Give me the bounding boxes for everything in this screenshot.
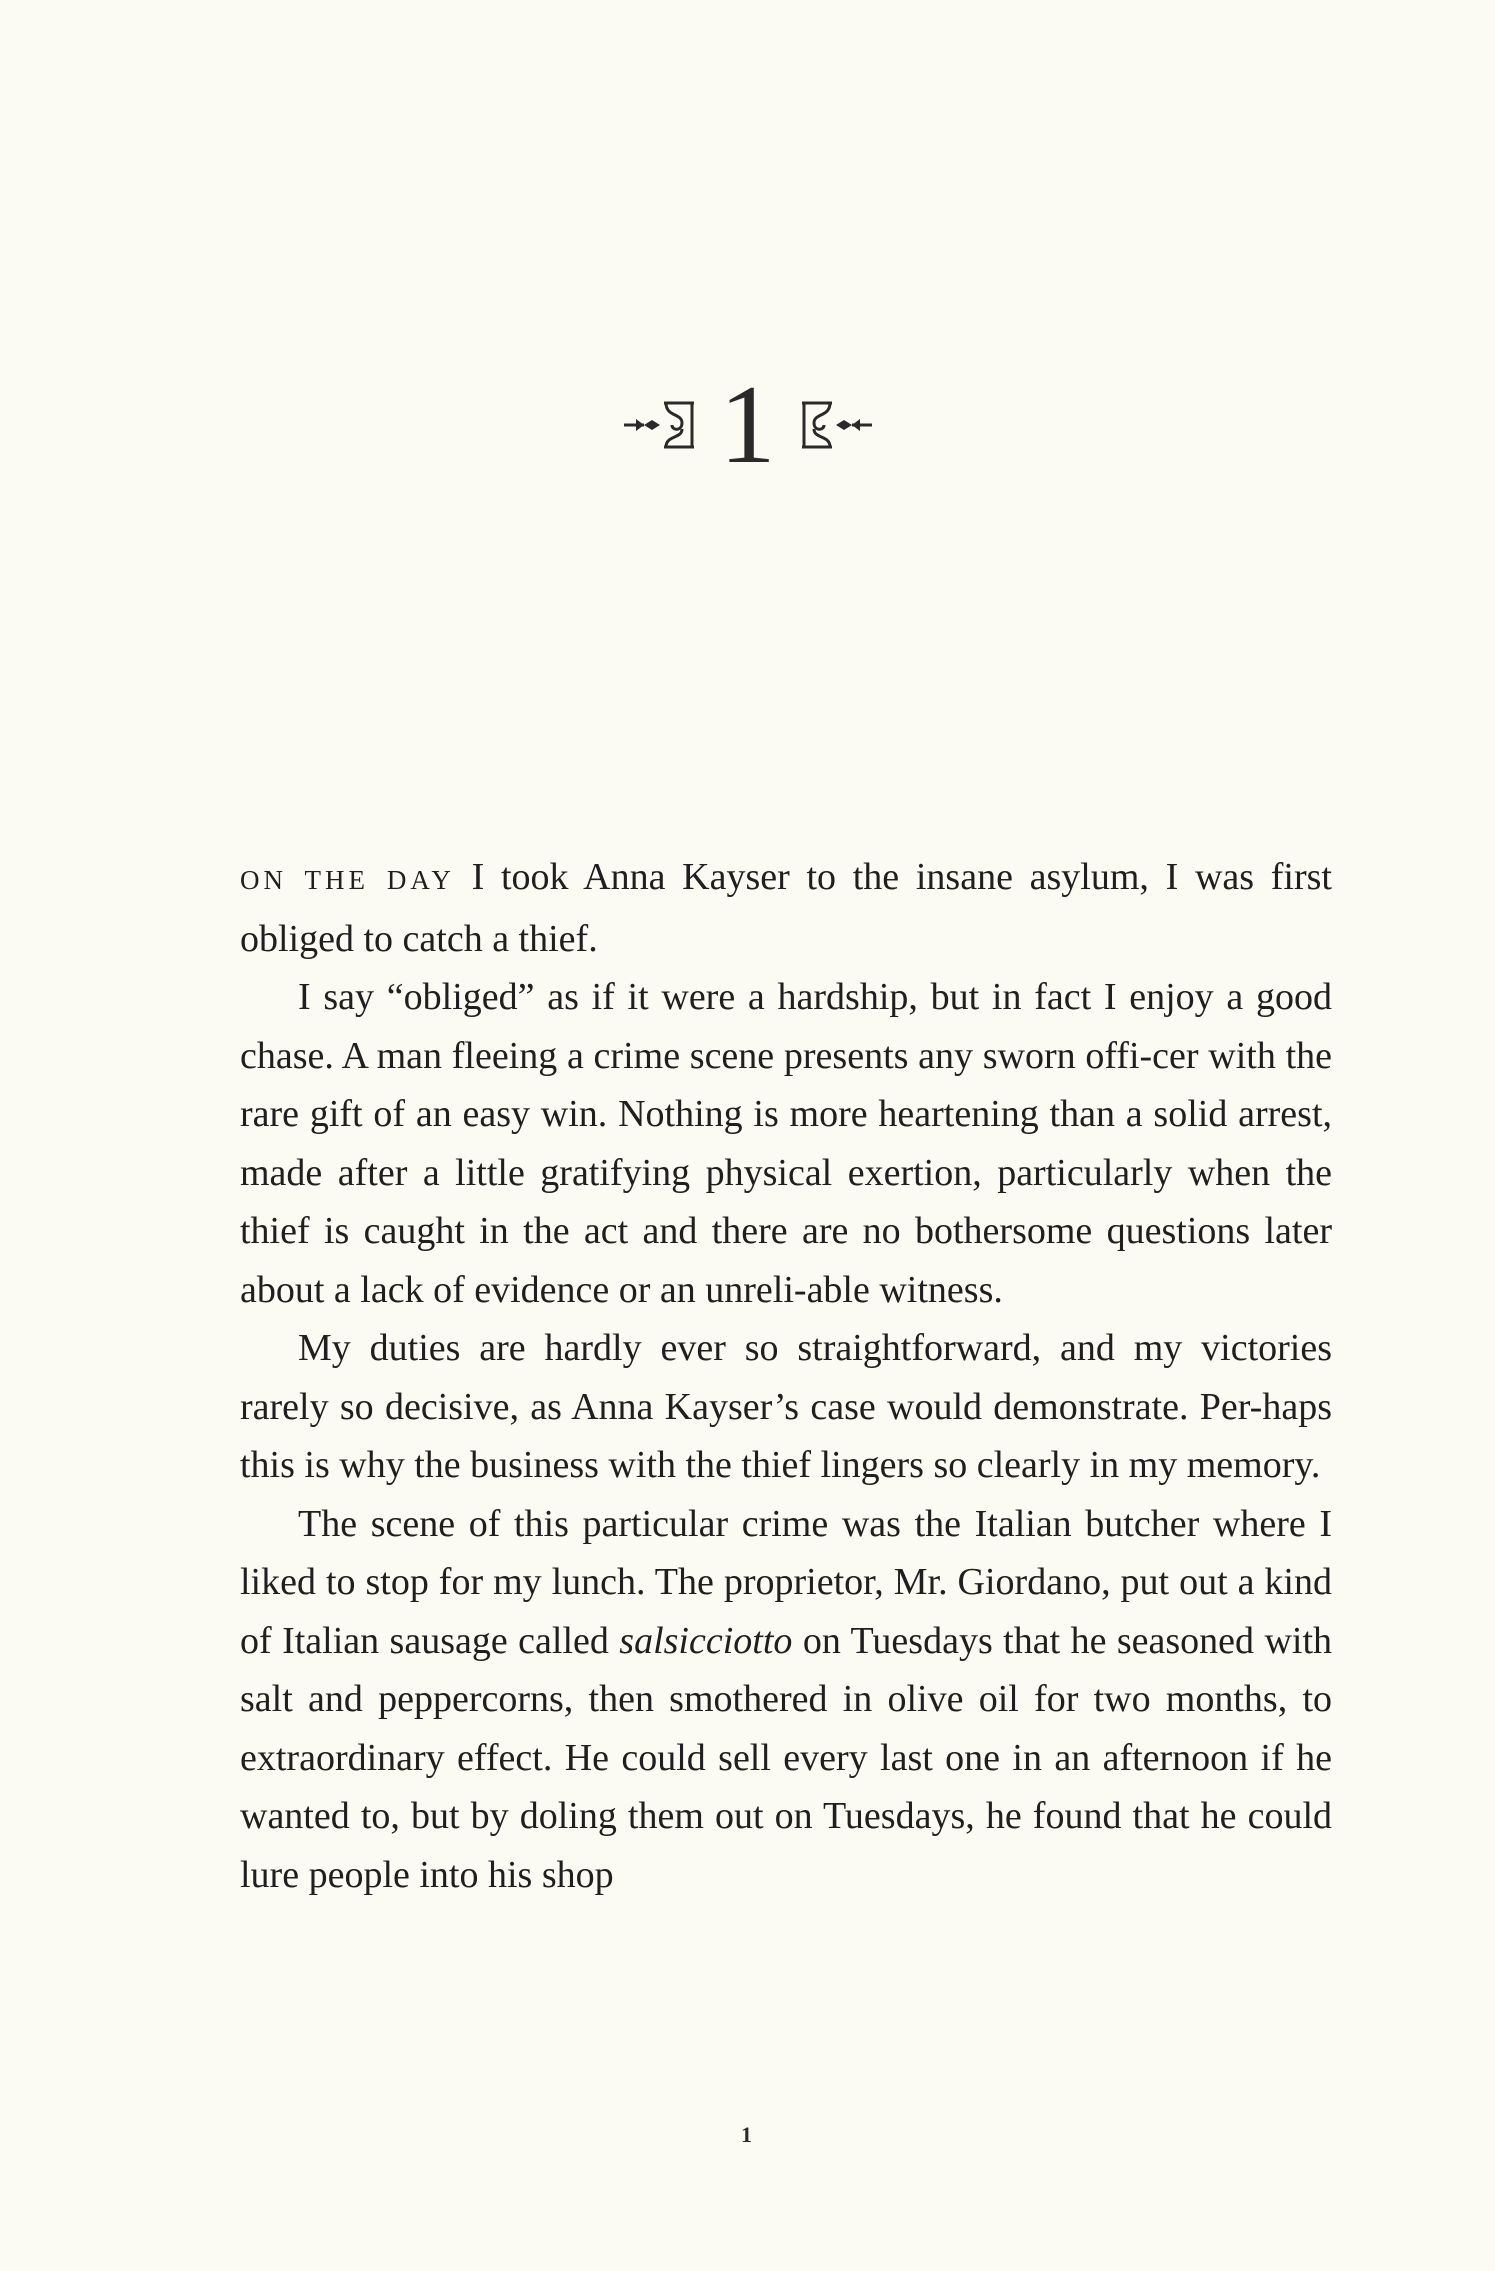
paragraph-text: I took Anna Kayser to the insane asylum, I was first obliged to catch a thief. xyxy=(240,856,1332,960)
paragraph-3 xyxy=(240,1319,1332,1495)
italic-term: salsicciotto xyxy=(619,1619,793,1662)
chapter-heading xyxy=(0,365,1495,485)
right-ornament-icon xyxy=(800,395,874,455)
paragraph-text: My duties are hardly ever so straightforward, and my victories rarely so decisive, as Anna Kayser’s case would demonstrate. Per-haps this is why the business with the thief lingers so clearly in my memory. xyxy=(240,1327,1332,1486)
paragraph-text: The scene of this particular crime was the Italian butcher where I liked to stop for my lunch. The proprietor, Mr. Giordano, put out a kind of Italian sausage called xyxy=(240,1502,1332,1662)
chapter-body xyxy=(240,848,1332,1904)
paragraph-1 xyxy=(240,848,1332,968)
paragraph-2 xyxy=(240,968,1332,1319)
left-ornament-icon xyxy=(622,395,696,455)
paragraph-text: I say “obliged” as if it were a hardship, but in fact I enjoy a good chase. A man fleeing a crime scene presents any sworn offi-cer with the rare gift of an easy win. Nothing is more heartening than a solid arrest, made after a little gratifying physical exertion, particularly when the thief is caught in the act and there are no bothersome questions later about a lack of evidence or an unreli-able witness. xyxy=(240,976,1332,1311)
paragraph-4 xyxy=(240,1495,1332,1905)
lead-in: ON THE DAY xyxy=(240,865,455,895)
paragraph-text: on Tuesdays that he seasoned with salt and peppercorns, then smothered in olive oil for two months, to extraordinary effect. He could sell every last one in an afternoon if he wanted to, but by doling them out on Tuesdays, he found that he could lure people into his shop xyxy=(240,1619,1333,1896)
page-number: 1 xyxy=(741,2122,754,2147)
chapter-number: 1 xyxy=(719,363,776,487)
